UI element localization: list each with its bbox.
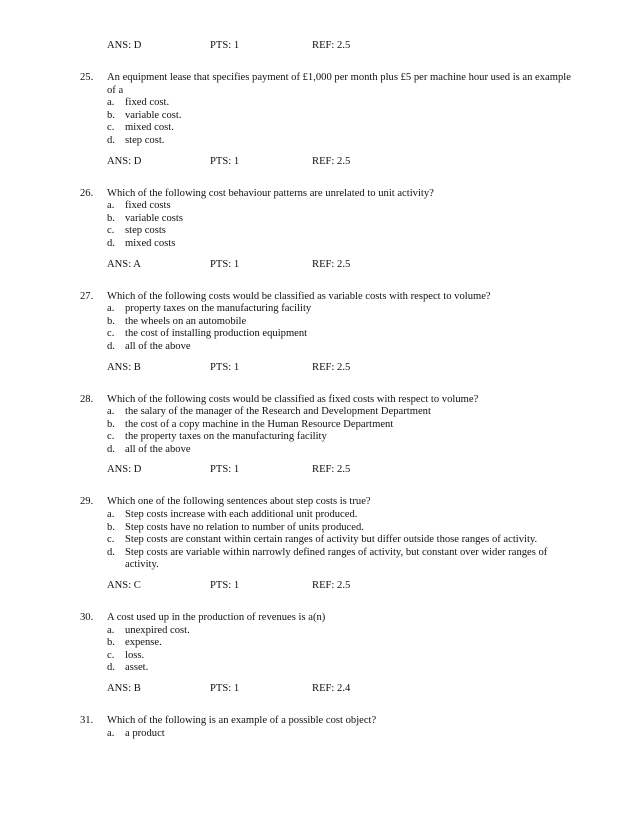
option-letter: b. [107,315,115,327]
points: PTS: 1 [210,361,240,373]
option-text: fixed cost. [125,97,170,109]
option-list [107,303,580,353]
option-text: a product [125,727,165,739]
answer-key: ANS: B [107,361,141,373]
option-item [107,662,580,675]
question-number: 25. [80,72,94,83]
question-number: 27. [80,290,94,302]
option-letter: d. [107,443,115,455]
answer-line [107,580,580,593]
option-item [107,97,580,110]
option-text: variable cost. [125,109,182,121]
option-item [107,316,580,329]
reference: REF: 2.5 [312,40,351,51]
option-item [107,534,580,547]
option-letter: a. [107,200,115,212]
points: PTS: 1 [210,40,240,51]
option-letter: c. [107,225,115,237]
option-item [107,406,580,419]
answer-line [107,683,580,696]
option-letter: b. [107,521,115,533]
points: PTS: 1 [210,258,240,270]
option-letter: c. [107,122,115,134]
option-list [107,200,580,250]
points: PTS: 1 [210,464,240,476]
option-letter: c. [107,328,115,340]
option-letter: b. [107,212,115,224]
question-text: Which of the following costs would be classified as fixed costs with respect to volume? [107,393,479,405]
option-text: the cost of a copy machine in the Human Resource Department [125,418,394,430]
option-text: mixed cost. [125,122,174,134]
option-letter: d. [107,340,115,352]
option-item [107,444,580,457]
option-text: step costs [125,225,166,237]
question-27 [80,291,580,375]
option-item [107,547,580,572]
reference: REF: 2.5 [312,258,351,270]
option-item [107,135,580,148]
answer-key: ANS: D [107,464,142,476]
points: PTS: 1 [210,155,240,167]
points: PTS: 1 [210,683,240,694]
option-item [107,225,580,238]
option-text: Step costs are constant within certain ranges of activity but differ outside those ranges of activity. [125,534,538,546]
option-item [107,238,580,251]
option-text: all of the above [125,443,191,455]
question-28 [80,394,580,478]
answer-line [107,362,580,375]
question-text: A cost used up in the production of revenues is a(n) [107,612,326,624]
question-text: An equipment lease that specifies payment of £1,000 per month plus £5 per machine hour used is an example of a [107,72,571,96]
questions-container [80,72,580,740]
answer-key: ANS: C [107,580,141,592]
answer-line [107,156,580,169]
question-25 [80,72,580,169]
option-item [107,728,580,741]
option-text: Step costs are variable within narrowly defined ranges of activity, but constant over wider ranges of activity. [125,546,548,571]
option-letter: a. [107,624,115,636]
answer-key: ANS: D [107,40,142,51]
option-letter: d. [107,662,115,674]
option-item [107,650,580,663]
option-item [107,341,580,354]
question-text: Which of the following costs would be classified as variable costs with respect to volume? [107,290,491,302]
answer-line [107,464,580,477]
answer-key: ANS: D [107,155,142,167]
option-text: Step costs increase with each additional unit produced. [125,509,358,521]
option-letter: b. [107,109,115,121]
option-text: variable costs [125,212,183,224]
option-item [107,213,580,226]
reference: REF: 2.4 [312,683,351,694]
option-item [107,303,580,316]
answer-line-top [107,40,580,53]
option-list [107,406,580,456]
points: PTS: 1 [210,580,240,592]
option-list [107,625,580,675]
option-letter: d. [107,546,115,558]
reference: REF: 2.5 [312,155,351,167]
option-list [107,97,580,147]
option-item [107,122,580,135]
option-item [107,200,580,213]
reference: REF: 2.5 [312,580,351,592]
option-list [107,728,580,741]
question-29 [80,496,580,593]
option-item [107,522,580,535]
option-letter: c. [107,431,115,443]
question-text: Which of the following cost behaviour patterns are unrelated to unit activity? [107,187,434,199]
option-list [107,509,580,572]
question-number: 28. [80,393,94,405]
option-text: step cost. [125,134,165,146]
option-text: asset. [125,662,149,674]
option-text: the property taxes on the manufacturing facility [125,431,327,443]
question-30 [80,612,580,696]
answer-key: ANS: A [107,258,141,270]
option-text: all of the above [125,340,191,352]
question-26 [80,188,580,272]
option-item [107,110,580,123]
question-number: 26. [80,187,94,199]
option-item [107,328,580,341]
option-letter: b. [107,637,115,649]
option-letter: c. [107,534,115,546]
option-item [107,625,580,638]
option-letter: d. [107,134,115,146]
option-text: loss. [125,649,145,661]
option-text: unexpired cost. [125,624,190,636]
option-letter: a. [107,509,115,521]
option-text: expense. [125,637,162,649]
question-31 [80,715,580,740]
answer-key: ANS: B [107,683,141,694]
question-text: Which one of the following sentences about step costs is true? [107,496,371,508]
option-item [107,637,580,650]
option-text: fixed costs [125,200,171,212]
option-letter: a. [107,727,115,739]
option-text: Step costs have no relation to number of units produced. [125,521,364,533]
question-number: 31. [80,715,94,726]
question-number: 29. [80,496,94,508]
answer-line [107,259,580,272]
option-letter: a. [107,406,115,418]
reference: REF: 2.5 [312,464,351,476]
option-text: the salary of the manager of the Research and Development Department [125,406,431,418]
option-letter: a. [107,97,115,109]
option-letter: b. [107,418,115,430]
option-text: the wheels on an automobile [125,315,247,327]
option-item [107,419,580,432]
question-list [80,40,580,740]
question-number: 30. [80,612,94,624]
option-text: the cost of installing production equipment [125,328,308,340]
reference: REF: 2.5 [312,361,351,373]
option-text: mixed costs [125,237,176,249]
option-letter: d. [107,237,115,249]
option-text: property taxes on the manufacturing facility [125,303,312,315]
option-item [107,431,580,444]
option-letter: a. [107,303,115,315]
question-text: Which of the following is an example of a possible cost object? [107,715,377,726]
option-letter: c. [107,649,115,661]
option-item [107,509,580,522]
